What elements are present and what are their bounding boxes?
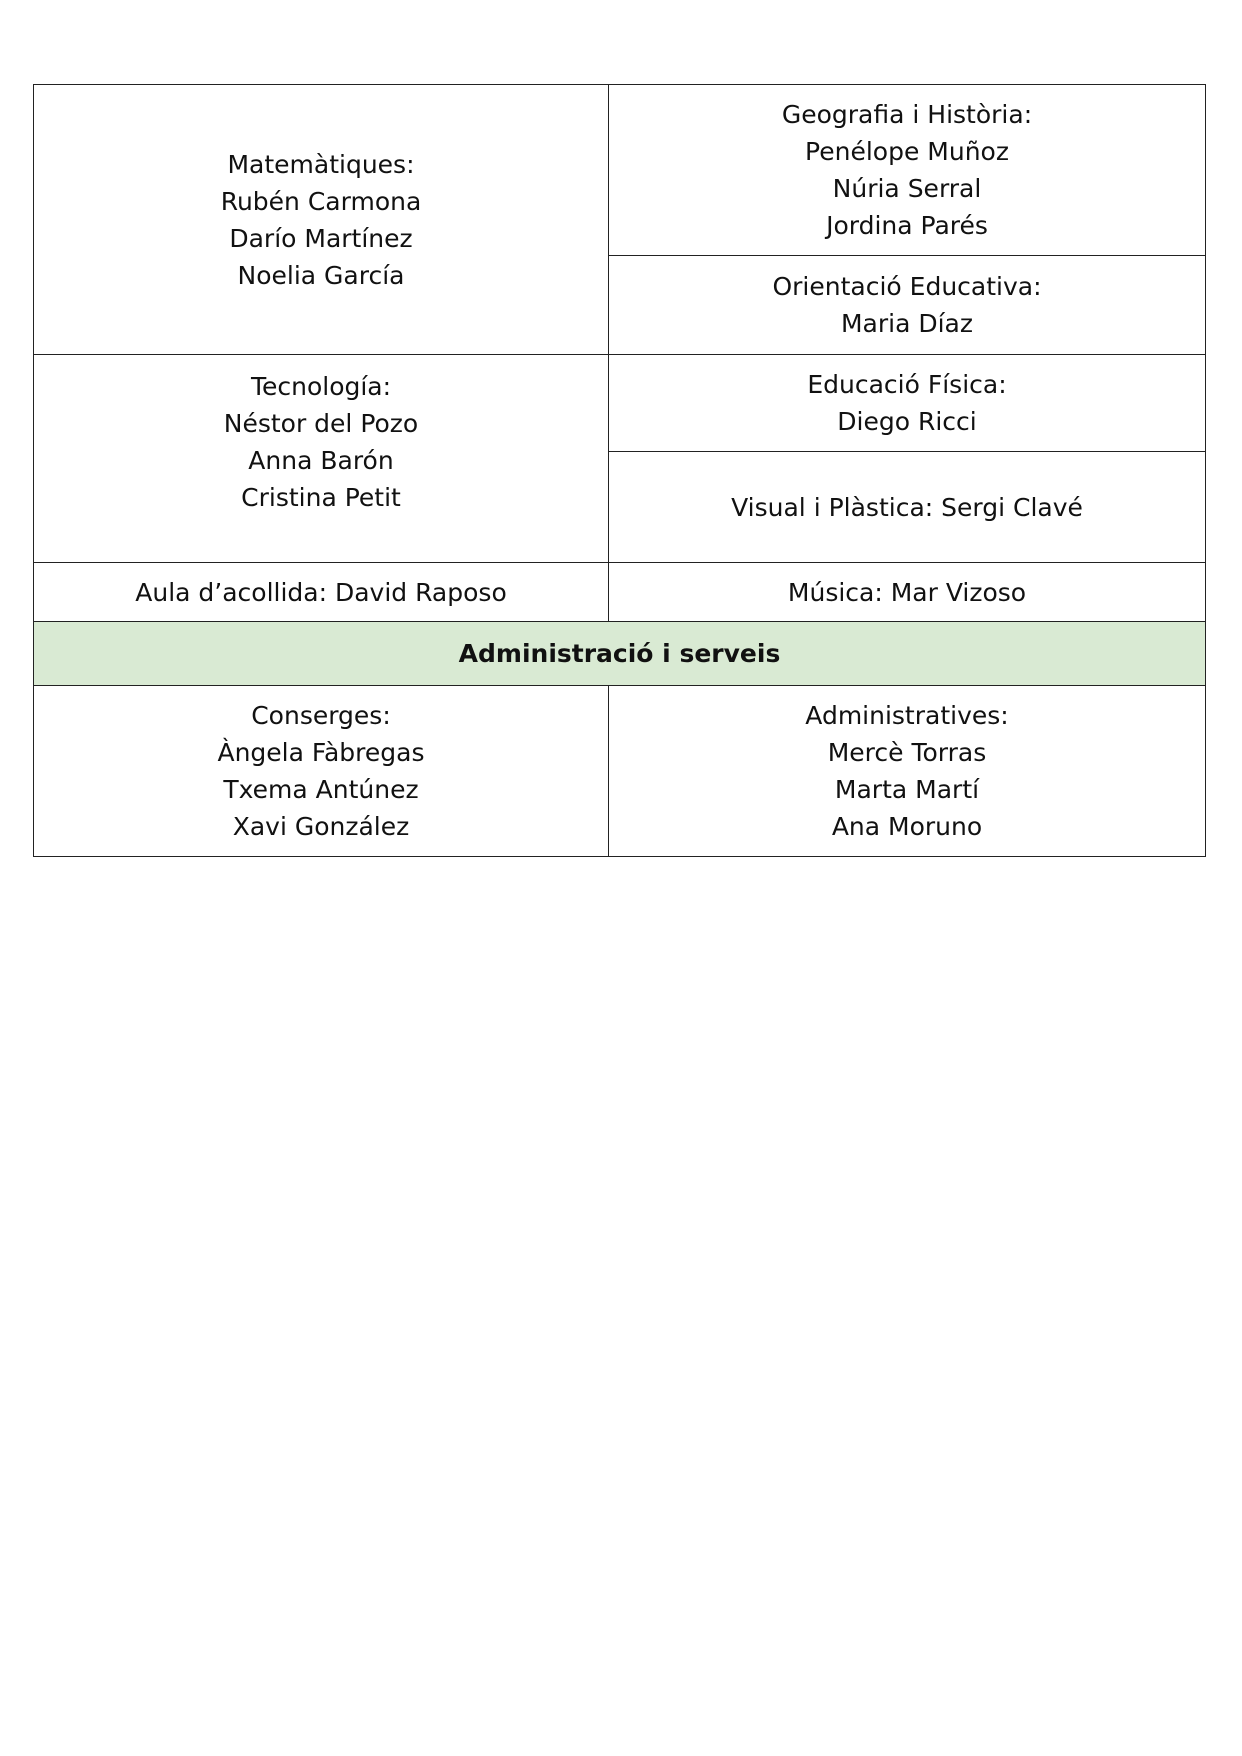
staff-name: Núria Serral [832, 174, 982, 203]
staff-name: Ana Moruno [831, 812, 983, 841]
department-title: Matemàtiques: [227, 149, 415, 179]
staff-name: Cristina Petit [241, 483, 401, 512]
table-row [34, 686, 1206, 857]
staff-name: Visual i Plàstica: Sergi Clavé [731, 492, 1083, 522]
staff-name: Darío Martínez [229, 223, 413, 253]
staff-name: Mercè Torras [827, 738, 987, 767]
department-title: Conserges: [251, 701, 391, 730]
department-title: Educació Física: [807, 370, 1007, 399]
department-title: Administratives: [805, 701, 1009, 730]
cell-visual-plastica [609, 452, 1206, 563]
staff-name: Diego Ricci [837, 407, 977, 436]
cell-orientacio [609, 256, 1206, 355]
staff-name: Anna Barón [248, 446, 394, 475]
staff-name: Xavi González [232, 812, 410, 841]
department-title: Geografia i Història: [781, 100, 1033, 129]
staff-name: Jordina Parés [826, 211, 988, 240]
staff-name: Marta Martí [834, 775, 980, 804]
staff-name: Penélope Muñoz [805, 137, 1009, 166]
department-title: Orientació Educativa: [772, 272, 1042, 301]
cell-educacio-fisica [609, 355, 1206, 452]
table-row [34, 85, 1206, 256]
table-row [34, 622, 1206, 686]
cell-matematiques [34, 85, 609, 355]
staff-name: Néstor del Pozo [223, 409, 419, 438]
cell-administratives [609, 686, 1206, 857]
cell-tecnologia [34, 355, 609, 563]
staff-name: Noelia García [237, 260, 405, 290]
staff-name: Música: Mar Vizoso [787, 577, 1027, 607]
staff-name: Txema Antúnez [223, 775, 419, 804]
cell-aula-acollida [34, 563, 609, 622]
staff-name: Rubén Carmona [220, 186, 422, 216]
staff-table [33, 84, 1206, 857]
staff-name: Aula d’acollida: David Raposo [135, 577, 507, 607]
cell-geografia [609, 85, 1206, 256]
staff-name: Maria Díaz [840, 309, 974, 338]
section-header-admin: Administració i serveis [34, 622, 1206, 686]
cell-musica [609, 563, 1206, 622]
staff-name: Àngela Fàbregas [217, 738, 425, 767]
table-row [34, 355, 1206, 452]
cell-conserges [34, 686, 609, 857]
department-title: Tecnología: [250, 372, 392, 401]
table-row [34, 563, 1206, 622]
